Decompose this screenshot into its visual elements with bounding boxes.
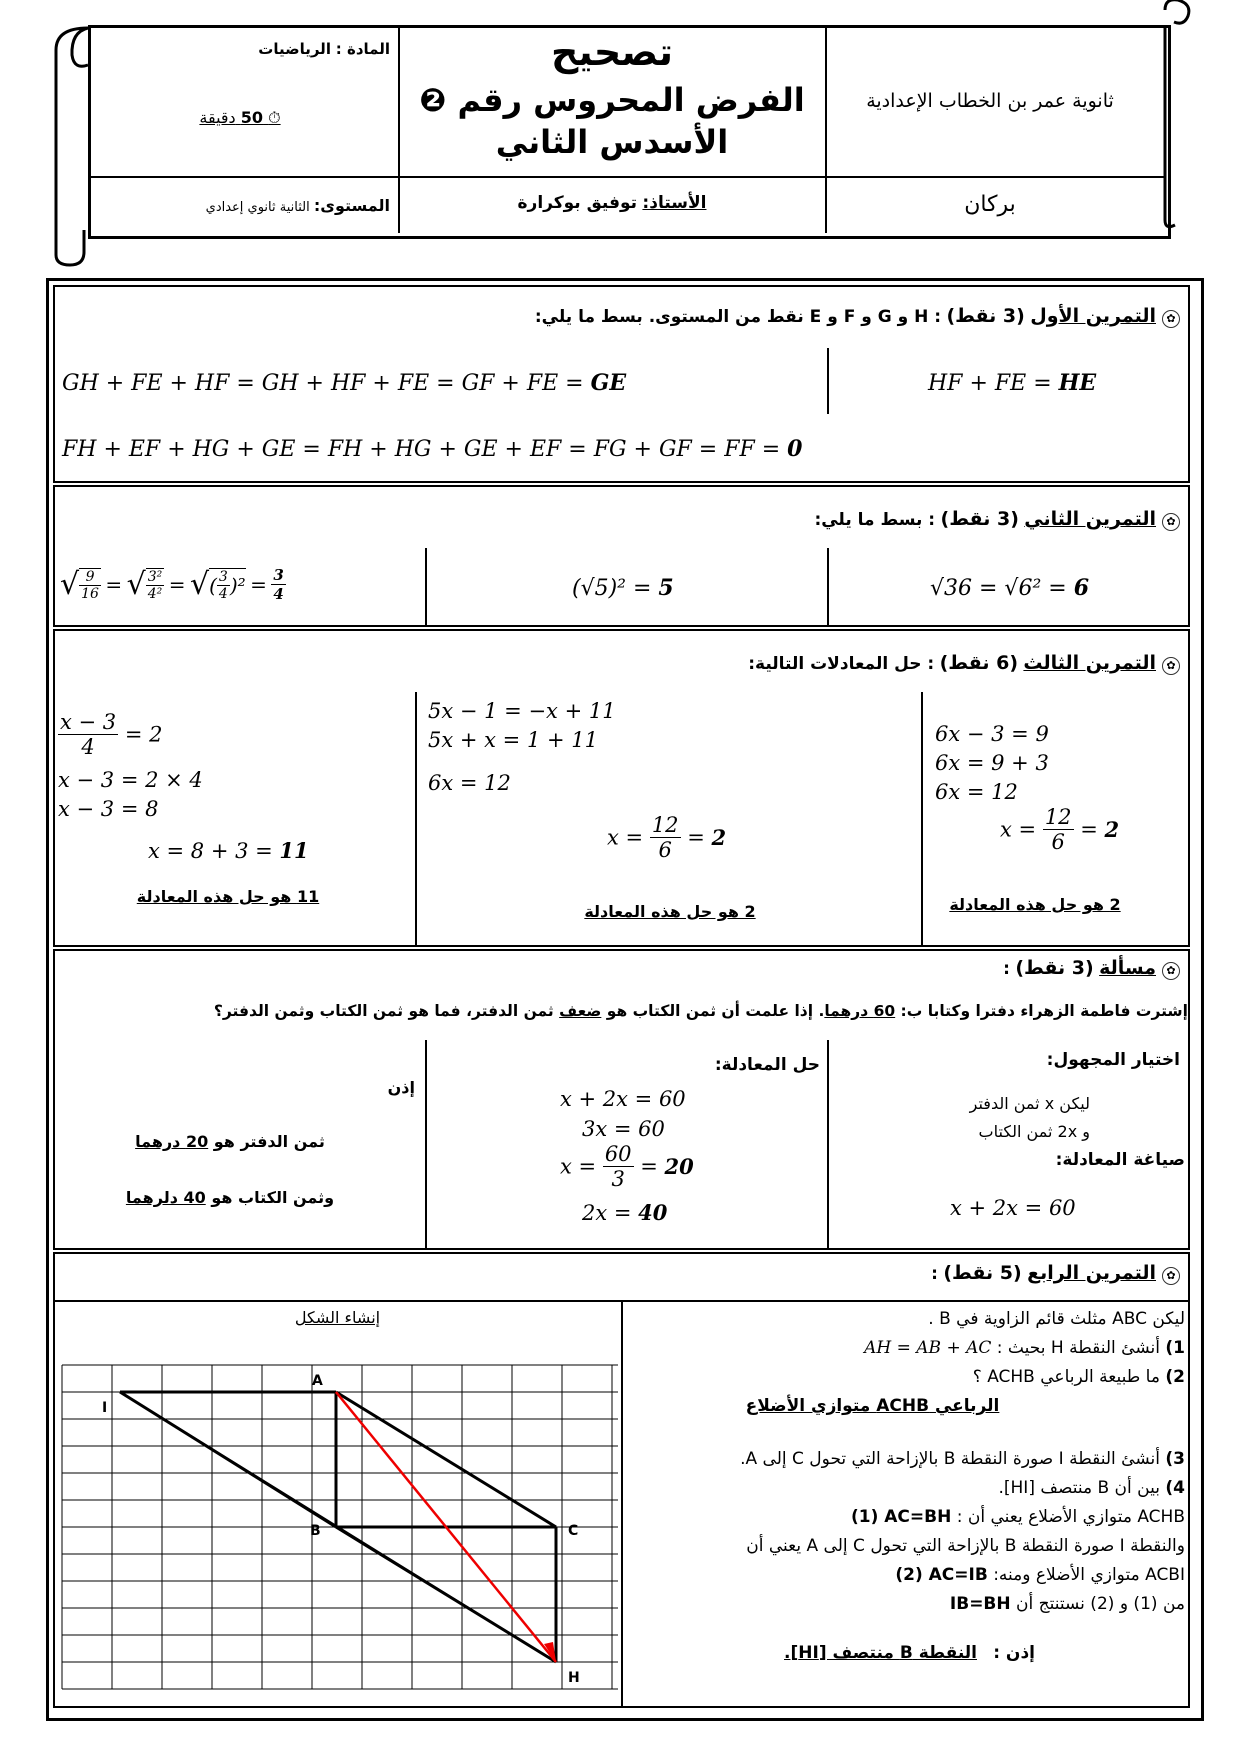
ex3-left-conclusion: 11 هو حل هذه المعادلة — [136, 887, 320, 906]
ex3-mid-conclusion: 2 هو حل هذه المعادلة — [584, 902, 756, 921]
solve-steps: x + 2x = 60 3x = 60 — [560, 1087, 686, 1141]
formulation-equation: x + 2x = 60 — [950, 1196, 1076, 1220]
level: المستوى: الثانية ثانوي إعدادي — [205, 196, 390, 215]
header-divider — [825, 27, 827, 233]
ex1-line-a2: HF + FE = HE — [928, 370, 1097, 396]
point-label-C: C — [568, 1523, 579, 1539]
solve-title: حل المعادلة: — [714, 1055, 820, 1075]
then-label: إذن — [387, 1078, 415, 1097]
choice-title: اختيار المجهول: — [1046, 1050, 1180, 1070]
answer-book: وثمن الكتاب هو 40 دلرهما — [125, 1188, 335, 1207]
header-divider — [88, 176, 1165, 178]
ex2-item-2: (√5)² = 5 — [572, 575, 674, 601]
flower-icon: ✿ — [1162, 962, 1180, 980]
divider — [415, 692, 417, 946]
divider — [921, 692, 923, 946]
divider — [425, 1040, 427, 1248]
ex2-item-1: √36 = √6² = 6 — [930, 575, 1089, 601]
teacher: الأستاذ: توفيق بوكرارة — [517, 193, 707, 213]
page-subtitle: الفرض المحروس رقم ❷ — [419, 81, 805, 119]
ex3-right-conclusion: 2 هو حل هذه المعادلة — [949, 895, 1121, 914]
scroll-curl-left-icon — [46, 20, 116, 270]
divider — [827, 1040, 829, 1248]
flower-icon: ✿ — [1162, 1267, 1180, 1285]
school-name: ثانوية عمر بن الخطاب الإعدادية — [866, 90, 1114, 112]
header-divider — [398, 27, 400, 233]
exercise-3-heading: ✿التمرين الثالث (6 نقط) : حل المعادلات التالية: — [60, 652, 1180, 675]
divider — [425, 548, 427, 626]
semester: الأسدس الثاني — [495, 123, 729, 161]
ex3-right-steps: 6x − 3 = 9 6x = 9 + 3 6x = 12 — [935, 722, 1049, 804]
ex3-right-result: x = $\frac{12}{6}$ = 2 — [1000, 805, 1120, 854]
exercise-2 — [53, 485, 1190, 627]
construct-title: إنشاء الشكل — [294, 1308, 381, 1327]
exercise-4-text: ليكن ABC مثلث قائم الزاوية في B . 1) أنشئ النقطة H بحيث : AH = AB + AC 2) ما طبيعة الرباعي ACHB ؟ الرباعي ACHB متوازي الأضلاع 3) أنشئ النقطة I صورة النقطة B بالإزاحة التي تحول C إلى A. 4) بين أن B منتصف [HI]. ACHB متوازي الأضلاع يعني أن : (1) AC=BH والنقطة I صورة النقطة B بالإزاحة التي تحول C إلى A يعني أن ACBI متوازي الأضلاع ومنه: (2) AC=IB من (1) و (2) نستنتج أن IB=BH إذن : النقطة B منتصف [HI]. — [740, 1309, 1185, 1663]
point-label-H: H — [568, 1670, 580, 1686]
point-label-B: B — [310, 1523, 321, 1539]
flower-icon: ✿ — [1162, 310, 1180, 328]
page-title: تصحيح — [551, 30, 673, 74]
subject: المادة : الرياضيات — [258, 40, 390, 58]
problem-heading: ✿مسألة (3 نقط) : — [60, 957, 1180, 980]
flower-icon: ✿ — [1162, 657, 1180, 675]
divider — [827, 548, 829, 626]
city: بركان — [964, 192, 1016, 217]
ex3-left-first: $\frac{x - 3}{4}$ = 2 — [60, 710, 163, 759]
divider — [621, 1301, 623, 1707]
exercise-4-heading: ✿التمرين الرابع (5 نقط) : — [60, 1262, 1180, 1285]
point-label-I: I — [102, 1400, 108, 1416]
ex1-line-a1: GH + FE + HF = GH + HF + FE = GF + FE = GE — [62, 370, 627, 396]
exercise-2-heading: ✿التمرين الثاني (3 نقط) : بسط ما يلي: — [60, 508, 1180, 531]
solve-fraction: x = $\frac{60}{3}$ = 20 — [560, 1142, 694, 1191]
ex3-mid-result: x = $\frac{12}{6}$ = 2 — [607, 813, 727, 862]
problem-statement: إشترت فاطمة الزهراء دفترا وكتابا ب: 60 درهما. إذا علمت أن ثمن الكتاب هو ضعف ثمن الدفتر، فما هو ثمن الكتاب وثمن الدفتر؟ — [213, 1002, 1188, 1020]
point-label-A: A — [312, 1373, 323, 1389]
choice-list: ليكن x ثمن الدفتر و 2x ثمن الكتاب — [969, 1094, 1090, 1141]
flower-icon: ✿ — [1162, 513, 1180, 531]
ex3-left-steps: x − 3 = 2 × 4 x − 3 = 8 — [58, 768, 203, 821]
solve-last: 2x = 40 — [582, 1200, 668, 1225]
ex2-item-3: √ $\frac{9}{16}$ = √ $\frac{\text{3²}}{\text{4²}}$ = √( $\frac{3}{4}$ )² = $\frac{3}{4}$ — [60, 566, 284, 603]
clock-icon: ⏱ — [268, 108, 281, 127]
answer-notebook: ثمن الدفتر هو 20 درهما — [135, 1132, 325, 1151]
ex3-left-result: x = 8 + 3 = 11 — [148, 838, 309, 863]
divider — [827, 348, 829, 414]
exercise-1-heading: ✿التمرين الأول (3 نقط) : H و G و F و E نقط من المستوى. بسط ما يلي: — [60, 305, 1180, 328]
construction-figure — [60, 1330, 620, 1700]
duration: ⏱ 50 دقيقة — [199, 108, 281, 127]
ex1-line-b: FH + EF + HG + GE = FH + HG + GE + EF = FG + GF = FF = 0 — [62, 436, 803, 462]
ex3-mid-steps: 5x − 1 = −x + 11 5x + x = 1 + 11 6x = 12 — [428, 699, 616, 795]
formulation-title: صياغة المعادلة: — [1055, 1150, 1185, 1170]
